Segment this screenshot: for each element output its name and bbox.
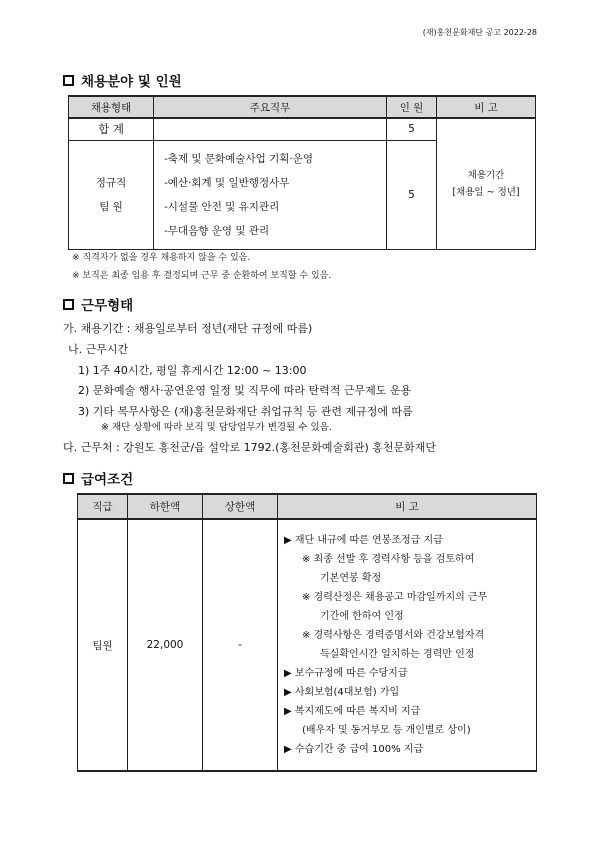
remark-item: ▶ 복지제도에 따른 복지비 지급 — [284, 706, 421, 717]
work-line: 나. 근무시간 — [68, 343, 129, 356]
header-remarks: 비 고 — [278, 494, 537, 519]
remark-item: 득실확인시간 일치하는 경력만 인정 — [320, 649, 475, 660]
table-header-row — [78, 494, 537, 519]
header-headcount: 인 원 — [387, 96, 437, 118]
duty-item: -예산·회계 및 일반행정사무 — [164, 176, 290, 189]
employment-type: 정규직 — [95, 176, 127, 189]
remark-item: ※ 경력사항은 경력증명서와 건강보험자격 — [302, 630, 485, 641]
remark-item: 기간에 한하여 인정 — [320, 611, 404, 622]
total-count: 5 — [387, 118, 437, 140]
salary-row — [78, 519, 537, 771]
remark-line: [채용일 ~ 정년] — [452, 186, 520, 198]
note-line: ※ 직격자가 없을 경우 채용하지 않을 수 있음. — [72, 253, 251, 263]
salary-table — [77, 493, 537, 772]
header-remarks: 비 고 — [437, 96, 536, 118]
checkbox-square-icon — [63, 75, 74, 86]
section-title-text: 근무형태 — [81, 298, 134, 314]
headcount-cell: 5 — [387, 140, 437, 249]
checkbox-square-icon — [63, 473, 74, 484]
remark-item: ※ 최종 선발 후 경력사항 등을 검토하여 — [302, 554, 475, 565]
work-line: 1) 1주 40시간, 평일 휴게시간 12:00 ~ 13:00 — [78, 364, 307, 377]
remark-item: ▶ 수습기간 중 급여 100% 지급 — [284, 744, 424, 755]
remark-item: 기본연봉 확정 — [320, 573, 382, 584]
work-note: ※ 재단 상황에 따라 보직 및 담당업무가 변경될 수 있음. — [101, 422, 332, 433]
duty-item: -무대음향 운영 및 관리 — [164, 224, 270, 237]
header-main-duty: 주요직무 — [154, 96, 387, 118]
table-header-row — [69, 96, 536, 118]
grade-cell: 팀원 — [78, 519, 128, 771]
duty-item: -축제 및 문화예술사업 기획·운영 — [164, 152, 313, 165]
document-reference: (재)홍천문화재단 공고 2022-28 — [422, 28, 537, 37]
remark-item: ▶ 사회보험(4대보험) 가입 — [284, 687, 400, 698]
header-max-amount: 상한액 — [203, 494, 278, 519]
remark-item: (배우자 및 동거부모 등 개인별로 상이) — [302, 725, 471, 736]
section-title-text: 급여조건 — [81, 472, 134, 488]
section-title-recruitment — [63, 70, 182, 90]
section-title-work-type — [63, 294, 133, 314]
position: 팀 원 — [99, 200, 123, 213]
total-label: 합 계 — [69, 118, 154, 140]
section-title-salary — [63, 468, 133, 488]
section-title-text: 채용분야 및 인원 — [81, 74, 182, 90]
max-amount-cell: - — [203, 519, 278, 771]
work-line: 가. 채용기간 : 채용일로부터 정년(재단 규정에 따름) — [63, 322, 313, 335]
work-line: 2) 문화예술 행사·공연운영 일정 및 직무에 따라 탄력적 근무제도 운용 — [78, 384, 412, 397]
min-amount-cell: 22,000 — [128, 519, 203, 771]
total-row — [69, 118, 536, 140]
work-line: 3) 기타 복무사항은 (재)홍천문화재단 취업규칙 등 관련 제규정에 따름 — [78, 405, 413, 418]
remark-line: 채용기간 — [467, 169, 505, 181]
remark-item: ▶ 재단 내규에 따른 연봉조정급 지급 — [284, 535, 443, 546]
employment-type-cell — [69, 140, 154, 249]
total-duty — [154, 118, 387, 140]
header-employment-type: 채용형태 — [69, 96, 154, 118]
recruitment-table — [68, 95, 536, 250]
header-grade: 직급 — [78, 494, 128, 519]
checkbox-square-icon — [63, 299, 74, 310]
salary-remarks — [278, 519, 537, 771]
note-line: ※ 보직은 최종 임용 후 결정되며 근무 중 순환하여 보직할 수 있음. — [72, 271, 332, 281]
remark-item: ※ 경력산정은 채용공고 마감일까지의 근무 — [302, 592, 488, 603]
work-line: 다. 근무처 : 강원도 홍천군/읍 설악로 1792.(홍천문화예술회관) 홍천문화재단 — [63, 441, 436, 454]
remark-item: ▶ 보수규정에 따른 수당지급 — [284, 668, 408, 679]
duty-item: -시설물 안전 및 유지관리 — [164, 200, 280, 213]
duty-list — [154, 140, 387, 249]
header-min-amount: 하한액 — [128, 494, 203, 519]
remark-cell — [437, 118, 536, 249]
